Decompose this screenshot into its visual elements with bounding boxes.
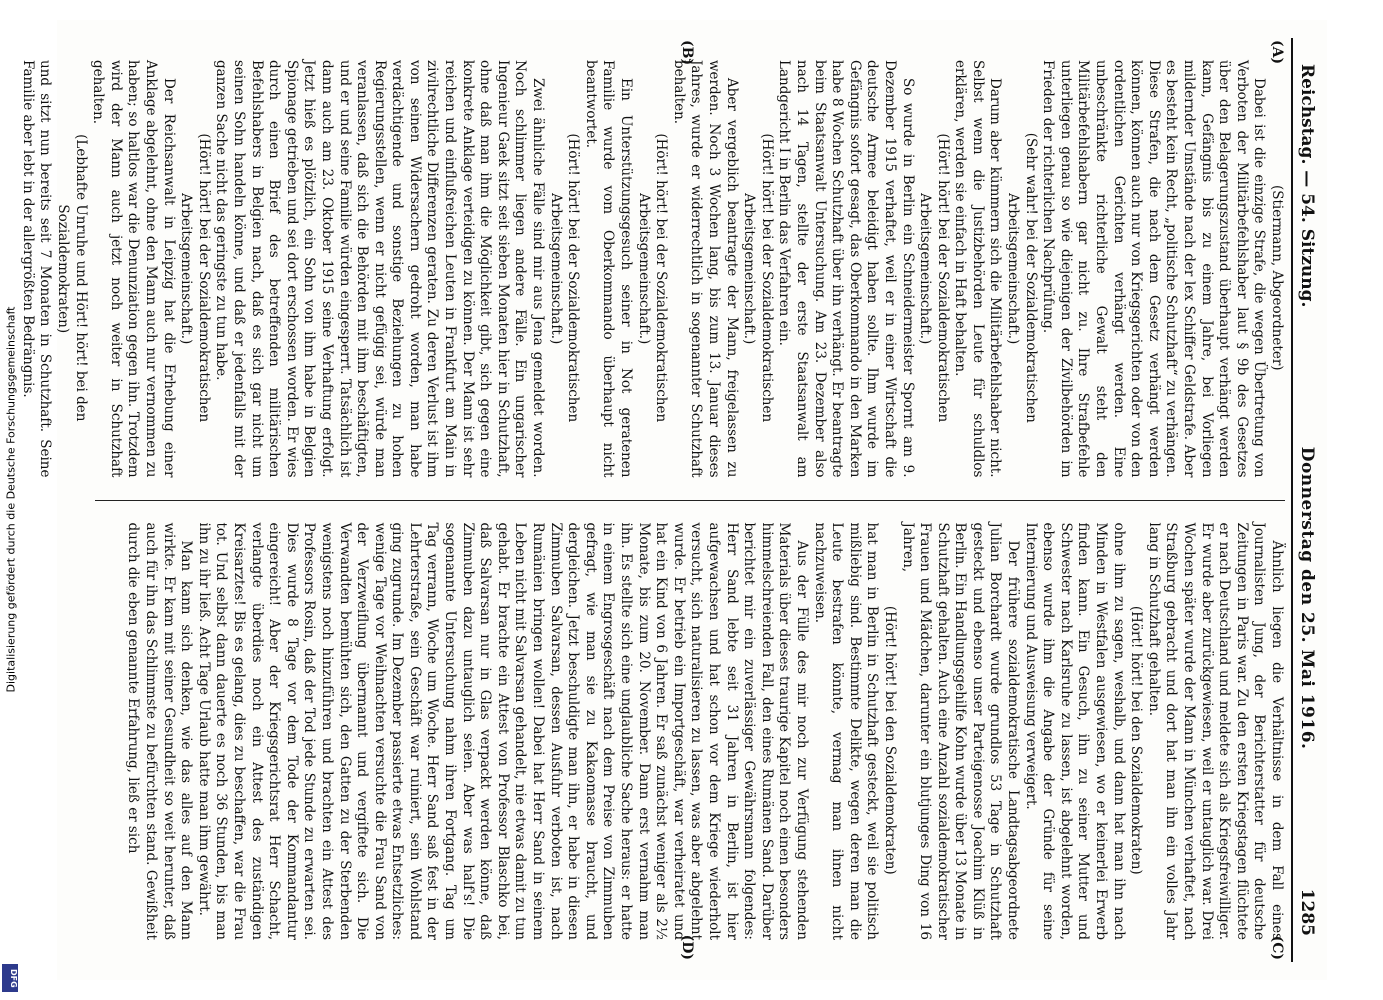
interjection: (Hört! hört! bei der Sozialdemokratischen Arbeitsgemeinschaft.) [547,133,581,423]
paragraph: ohne ihm zu sagen, weshalb, und dann hat man ihn nach Minden in Westfalen ausgewiesen, wo er keinerlei Erwerb finden kann. Ein Gesuch, ihn zu seiner Mutter und Schwester nach Karlsruhe zu lassen, ist abgelehnt worden, ebenso wurde ihm die Angabe der Gründe für seine Internierung und Ausweisung verweigert. [1022,522,1127,940]
left-column [19,38,1285,500]
margin-marker-b: (B) [678,40,695,66]
interjection: (Sehr wahr! bei der Sozialdemokratischen Arbeitsgemeinschaft.) [1004,132,1039,423]
interjection: (Lebhafte Unruhe und Hört! hört! bei den Sozialdemokraten) [54,134,89,422]
interjection: (Hört! hört! bei den Sozialdemokraten) [1127,605,1144,875]
paragraph: Ähnlich liegen die Verhältnisse in dem Fall eines Journalisten Jung, der Berichterstatter für deutsche Zeitungen in Paris war. Zu den ersten Kriegstagen flüchtete er nach Deutschland und meldete sich als Kriegsfreiwilliger. Er wurde aber zurückgewiesen, weil er untauglich war. Drei Wochen später wurde der Mann in München verhaftet, nach Straßburg gebracht und dort hat man ihn ein volles Jahr lang in Schutzhaft gehalten. [1145,522,1285,940]
paragraph: hat man in Berlin in Schutzhaft gesteckt, weil sie politisch mißliebig sind. Bestimmte Delikte, wegen deren man die Leute bestrafen könnte, vermag man ihnen nicht nachzuweisen. [811,522,880,940]
interjection: (Hört! hört! bei der Sozialdemokratischen Arbeitsgemeinschaft.) [916,133,951,423]
interjection: (Hört! hört! bei der Sozialdemokratischen Arbeitsgemeinschaft.) [177,133,212,423]
paragraph: Aus der Fülle des mir noch zur Verfügung stehenden Materials über dieses traurige Kapitel noch einen besonders himmelschreienden Fall, den eines Rumänen Sand. Darüber berichtet mir ein zuverlässiger Gewährsmann folgendes: Herr Sand lebte seit 31 Jahren in Berlin, ist hier aufgewachsen und hat schon vor dem Kriege wiederholt versucht, sich naturalisieren zu lassen, was aber abgelehnt wurde. Er betrieb ein Importgeschäft, war verheiratet und hat ein Kind von 6 Jahren. Er saß zunächst weniger als 2½ Monate, bis zum 20. November. Dann erst vernahm man ihn. Es stellte sich eine unglaubliche Sache heraus: er hatte in einem Engrosgeschäft nach dem Preise von Zimmuben gefragt, wie man sie zu Kakaomasse braucht, und dergleichen. Jetzt beschuldigte man ihn, er habe in diesen Zimmuben Salvarsan, dessen Ausfuhr verboten ist, nach Rumänien bringen wollen! Dabei hat Herr Sand in seinem Leben nicht mit Salvarsan gehandelt, nie etwas damit zu tun gehabt. Er brachte ein Attest von Professor Blaschko bei, daß Salvarsan nur in Glas verpackt werden könne, daß Zimmuben dazu untauglich seien. Aber was half's! Die sogenannte Untersuchung nahm ihren Fortgang. Tag um Tag verrann, Woche um Woche. Herr Sand saß fest in der Lehrterstraße, sein Geschäft war ruiniert, sein Wohlstand ging zugrunde. Im Dezember passierte etwas Entsetzliches: wenige Tage vor Weihnachten versuchte die Frau Sand von der Verzweiflung übermannt und vergiftete sich. Die Verwandten bemühten sich, den Gatten zu der Sterbenden wenigstens noch hinzuführen und brachten ein Attest des Professors Rosin, daß der Tod jede Stunde zu erwarten sei. Dies wurde 8 Tage vor dem Tode der Kommandantur eingereicht! Aber der Kriegsgerichtsrat Herr Schacht, verlangte überdies noch ein Attest des zuständigen Kreisarztes! Bis es gelang, dies zu beschaffen, war die Frau tot. Und selbst dann dauerte es noch 36 Stunden, bis man ihn zu ihr ließ. Acht Tage Urlaub hatte man ihm gewährt. [195,522,810,940]
page-number: 1285 [1296,888,1317,936]
paragraph: Der Reichsanwalt in Leipzig hat die Erhebung einer Anklage abgelehnt, ohne den Mann auch nur vernommen zu haben; so haltlos war die Denunziation gegen ihn. Trotzdem wird der Mann auch jetzt noch weiter in Schutzhaft gehalten. [89,60,177,478]
paragraph: Aber vergeblich beantragte der Mann, freigelassen zu werden. Noch 3 Wochen lang, bis zum 13. Januar dieses Jahres, wurde er widerrechtlich in sogenannter Schutzhaft behalten. [670,60,740,478]
paragraph: Zwei ähnliche Fälle sind mir aus Jena gemeldet worden. Noch schlimmer liegen andere Fälle. Ein ungarischer Ingenieur Gaek sitzt seit sieben Monaten hier in Schutzhaft, ohne daß man ihm die Möglichkeit gibt, sich gegen eine konkrete Anklage verteidigen zu können. Der Mann ist sehr reichen und einflußreichen Leuten in Frankfurt am Main in zivilrechtliche Differenzen geraten. Zu deren Verlust ist ihm von seinen Widersachern gedroht worden, man habe verdächtigende und sonstige Beziehungen zu hohen Regierungsstellen, wenn er nicht gefügig sei, würde man veranlassen, daß sich die Behörden mit ihm beschäftigten, und er und seine Familie würden eingesperrt. Tatsächlich ist dann auch am 23. Oktober 1915 seine Verhaftung erfolgt. Jetzt hieß es plötzlich, ein Sohn von ihm habe in Belgien Spionage getrieben und sei dort erschossen worden. Er wies durch einen Brief des betreffenden militärischen Befehlshabers in Belgien nach, daß es sich gar nicht um seinen Sohn handeln könne, und daß er jedenfalls mit der ganzen Sache nicht das geringste zu tun habe. [212,60,546,478]
margin-marker-a: (A) [1268,40,1285,65]
dfg-logo-icon: DFG [2,964,18,992]
paragraph: und sitzt nun bereits seit 7 Monaten in Schutzhaft. Seine Familie aber lebt in der allergrößten Bedrängnis. [19,60,53,478]
credit-strip [0,0,22,1000]
header-left: Reichstag. — 54. Sitzung. [1296,64,1317,308]
paragraph: Dabei ist die einzige Strafe, die wegen Übertretung von Verboten der Militärbefehlshaber laut § 9b des Gesetzes über den Belagerungszustand überhaupt verhängt werden kann, Gefängnis bis zu einem Jahre, bei Vorliegen mildernder Umstände nach der lex Schiffer Geldstrafe. Aber es besteht kein Recht, „politische Schutzhaft“ zu verhängen. Diese Strafen, die nach dem Gesetz verhängt werden können, können auch nur von Kriegsgerichten oder von den ordentlichen Gerichten verhängt werden. Eine unbeschränkte richterliche Gewalt steht den Militärbefehlshabern gar nicht zu. Ihre Strafbefehle unterliegen genau so wie diejenigen der Zivilbehörden im Frieden der richterlichen Nachprüfung. [1039,60,1267,478]
margin-marker-d: (D) [678,934,695,960]
columns [19,38,1285,962]
right-column [95,501,1285,963]
speaker-line: (Stiermann, Abgeordneter) [1268,184,1285,371]
credit-text: Digitalisierung gefördert durch die Deutsche Forschungsgemeinschaft [4,306,18,693]
paragraph: Man kann sich denken, wie das alles auf den Mann wirkte. Er kam mit seiner Gesundheit so weit herunter, daß auch für ihn das Schlimmste zu befürchten stand. Gewißheit durch die eben genannte Erfahrung, ließ er sich [124,522,194,940]
newspaper-page [19,20,1327,980]
margin-marker-c: (C) [1268,935,1285,960]
paragraph: Der frühere sozialdemokratische Landtagsabgeordnete Julian Borchardt wurde grundlos 53 Tage in Schutzhaft gesteckt und ebenso unser Parteigenosse Joachim Klüß in Berlin. Ein Handlungsgehilfe Kohn wurde über 13 Monate in Schutzhaft gehalten. Auch eine Anzahl sozialdemokratischer Frauen und Mädchen, darunter ein blutjunges Ding von 16 Jahren, [899,522,1021,940]
paragraph: Darum aber kümmern sich die Militärbefehlshaber nicht. Selbst wenn die Justizbehörden Leute für schuldlos erklären, werden sie einfach in Haft behalten. [951,60,1003,478]
header-date: Donnerstag den 25. Mai 1916. [1296,446,1317,750]
page-header [1291,38,1317,962]
interjection: (Hört! hört! bei den Sozialdemokraten) [881,605,898,875]
interjection: (Hört! hört! bei der Sozialdemokratischen Arbeitsgemeinschaft.) [740,133,775,423]
paragraph: Ein Unterstützungsgesuch seiner in Not geratenen Familie wurde vom Oberkommando überhaupt nicht beantwortet. [582,60,634,478]
interjection: (Hört! hört! bei der Sozialdemokratischen Arbeitsgemeinschaft.) [635,133,669,423]
paragraph: So wurde in Berlin ein Schneidermeister Spornt am 9. Dezember 1915 verhaftet, weil er in einer Wirtschaft die deutsche Armee beleidigt haben sollte. Ihm wurde im Gefängnis sofort gesagt, das Oberkommando in den Marken habe 8 Wochen Schutzhaft über ihn verhängt. Er beantragte beim Staatsanwalt Untersuchung. Am 23. Dezember also nach 14 Tagen, stellte der erste Staatsanwalt am Landgericht I in Berlin das Verfahren ein. [775,60,916,478]
